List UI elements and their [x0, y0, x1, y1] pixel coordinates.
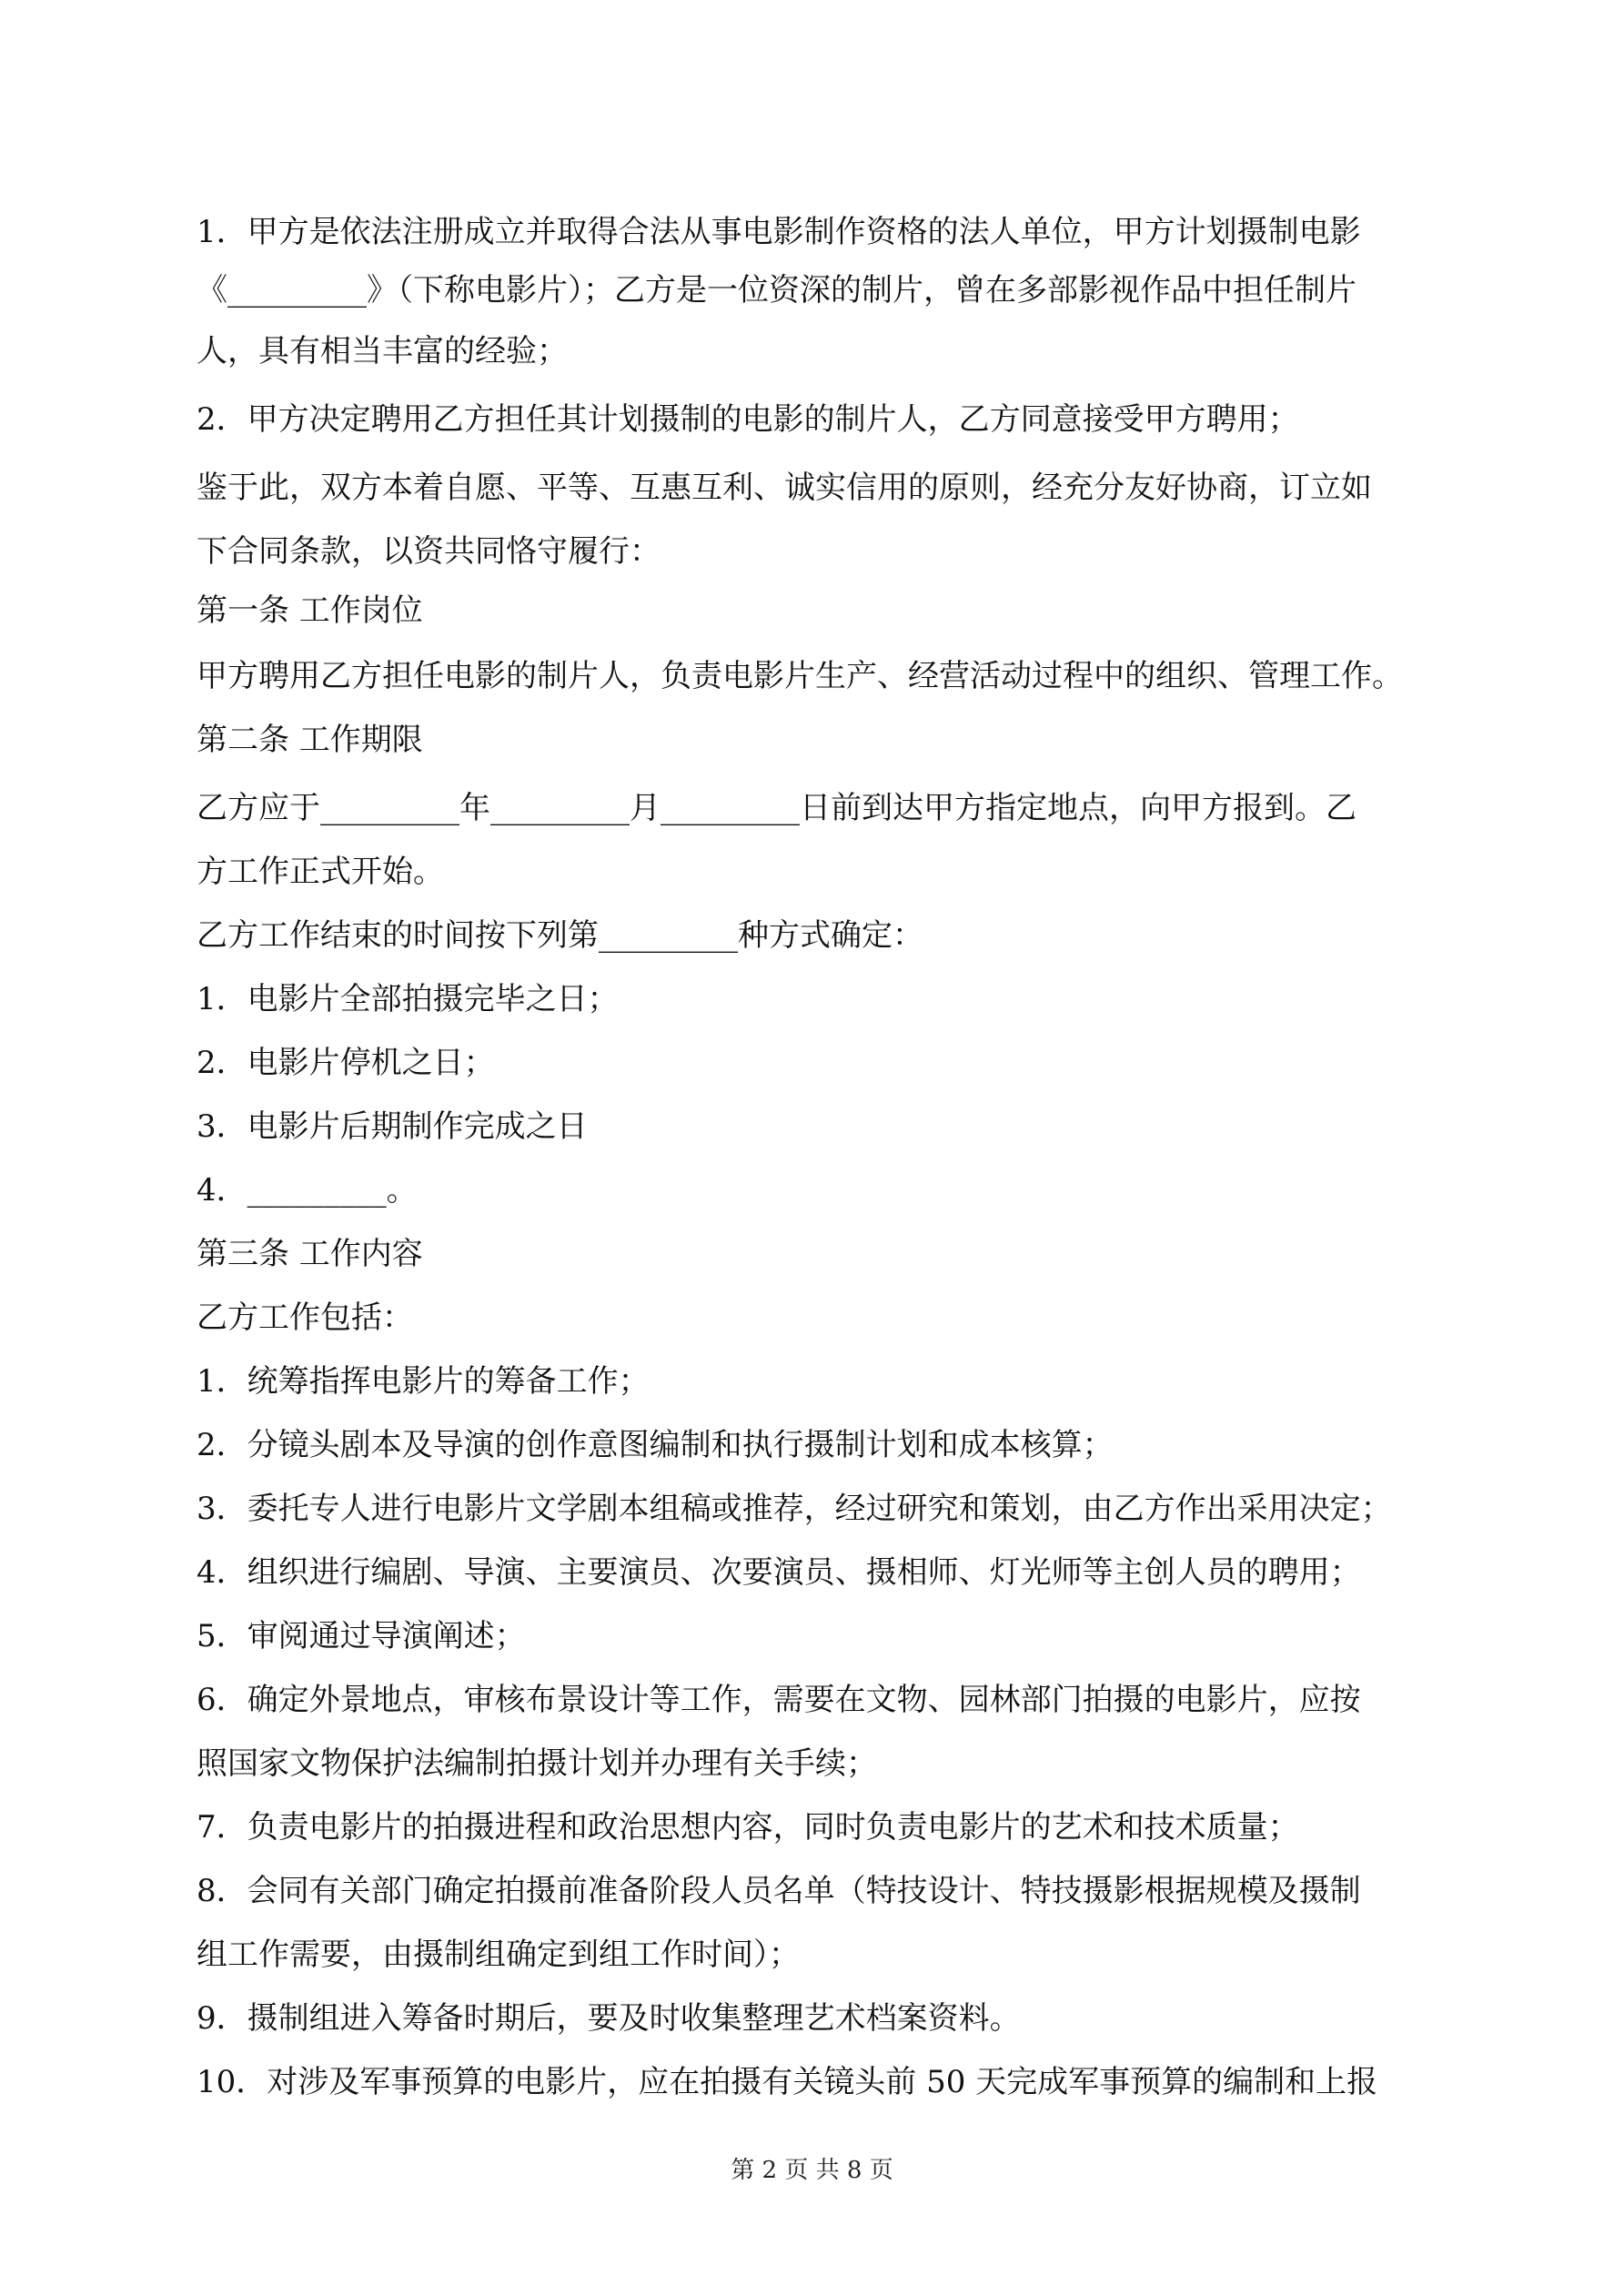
paragraph-line: 甲方聘用乙方担任电影的制片人，负责电影片生产、经营活动过程中的组织、管理工作。	[197, 658, 1403, 694]
paragraph-line: 组工作需要，由摄制组确定到组工作时间）；	[197, 1937, 800, 1973]
list-item: 3．委托专人进行电影片文学剧本组稿或推荐，经过研究和策划，由乙方作出采用决定；	[197, 1491, 1392, 1527]
list-item: 1．电影片全部拍摄完毕之日；	[197, 981, 619, 1017]
list-item: 2．电影片停机之日；	[197, 1045, 495, 1081]
list-item: 4．组织进行编剧、导演、主要演员、次要演员、摄相师、灯光师等主创人员的聘用；	[197, 1554, 1361, 1591]
list-item: 7．负责电影片的拍摄进程和政治思想内容，同时负责电影片的艺术和技术质量；	[197, 1809, 1299, 1846]
list-item: 5．审阅通过导演阐述；	[197, 1618, 526, 1654]
list-item: 9．摄制组进入筹备时期后，要及时收集整理艺术档案资料。	[197, 2000, 1021, 2037]
list-item: 10．对涉及军事预算的电影片，应在拍摄有关镜头前 50 天完成军事预算的编制和上报	[197, 2064, 1378, 2100]
section-heading: 第二条 工作期限	[197, 722, 423, 758]
list-item: 4．_________。	[197, 1172, 418, 1209]
paragraph-line: 1．甲方是依法注册成立并取得合法从事电影制作资格的法人单位，甲方计划摄制电影	[197, 214, 1361, 250]
paragraph-line: 《_________》（下称电影片）；乙方是一位资深的制片，曾在多部影视作品中担任制片	[197, 272, 1357, 308]
paragraph-line: 2．甲方决定聘用乙方担任其计划摄制的电影的制片人，乙方同意接受甲方聘用；	[197, 401, 1299, 438]
page-number-footer: 第 2 页 共 8 页	[731, 2157, 893, 2184]
list-item: 6．确定外景地点，审核布景设计等工作，需要在文物、园林部门拍摄的电影片，应按	[197, 1682, 1361, 1718]
paragraph-line: 下合同条款，以资共同恪守履行：	[197, 533, 661, 570]
paragraph-line: 乙方应于_________年_________月_________日前到达甲方指定地点，向甲方报到。乙	[197, 790, 1357, 826]
list-item: 3．电影片后期制作完成之日	[197, 1108, 588, 1145]
list-item: 2．分镜头剧本及导演的创作意图编制和执行摄制计划和成本核算；	[197, 1427, 1114, 1463]
paragraph-line: 方工作正式开始。	[197, 854, 444, 890]
paragraph-line: 鉴于此，双方本着自愿、平等、互惠互利、诚实信用的原则，经充分友好协商，订立如	[197, 470, 1372, 506]
paragraph-line: 乙方工作包括：	[197, 1300, 413, 1336]
paragraph-line: 乙方工作结束的时间按下列第_________种方式确定：	[197, 917, 923, 954]
list-item: 8．会同有关部门确定拍摄前准备阶段人员名单（特技设计、特技摄影根据规模及摄制	[197, 1873, 1361, 1909]
section-heading: 第一条 工作岗位	[197, 592, 423, 629]
list-item: 1．统筹指挥电影片的筹备工作；	[197, 1363, 650, 1400]
section-heading: 第三条 工作内容	[197, 1236, 423, 1272]
paragraph-line: 人，具有相当丰富的经验；	[197, 333, 568, 369]
paragraph-line: 照国家文物保护法编制拍摄计划并办理有关手续；	[197, 1745, 877, 1782]
